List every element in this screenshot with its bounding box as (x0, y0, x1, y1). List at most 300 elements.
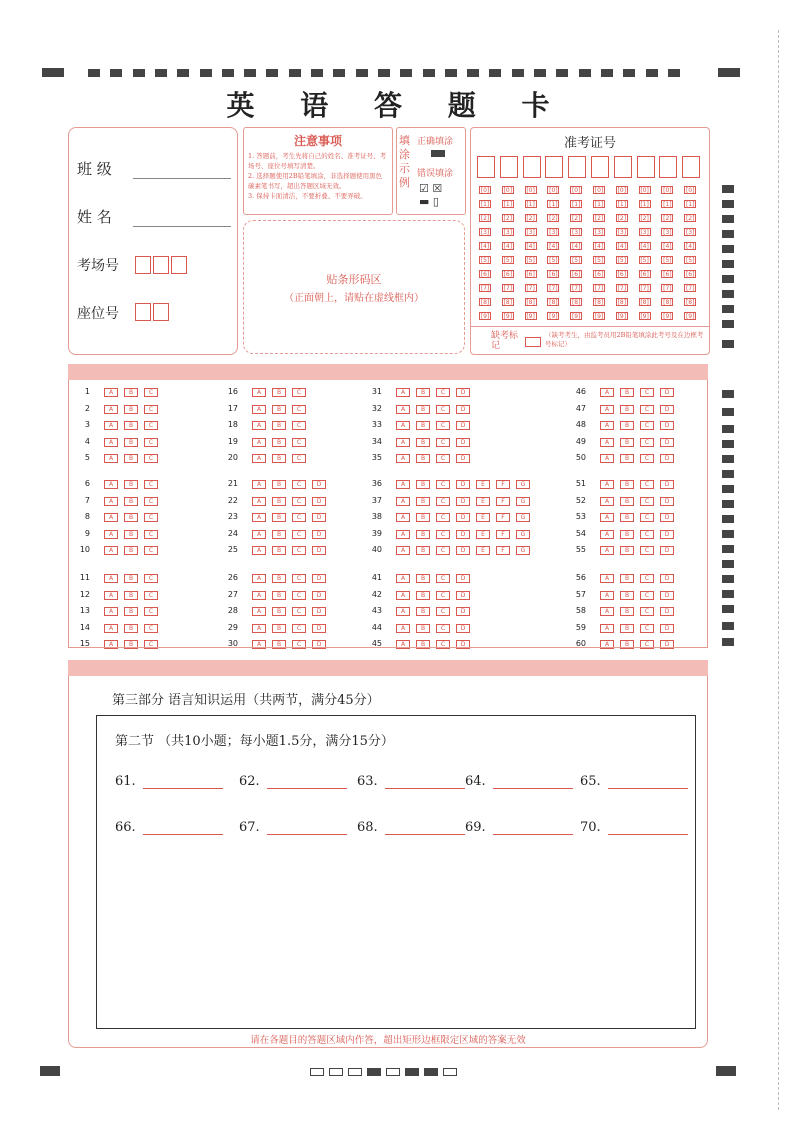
exam-id-bubble[interactable]: [8] (594, 299, 604, 306)
answer-bubble-a[interactable]: A (252, 497, 266, 506)
answer-bubble-c[interactable]: C (436, 497, 450, 506)
answer-bubble-e[interactable]: E (476, 497, 490, 506)
answer-bubble-b[interactable]: B (272, 497, 286, 506)
exam-id-bubble[interactable]: [3] (526, 229, 535, 236)
answer-bubble-a[interactable]: A (104, 388, 118, 397)
answer-bubble-c[interactable]: C (292, 497, 306, 506)
exam-id-bubble[interactable]: [8] (685, 299, 695, 306)
exam-id-bubble[interactable]: [8] (640, 299, 649, 306)
answer-bubble-a[interactable]: A (252, 438, 266, 447)
answer-bubble-a[interactable]: A (396, 421, 410, 430)
exam-id-bubble[interactable]: [0] (685, 187, 695, 194)
exam-id-bubble[interactable]: [7] (617, 285, 627, 292)
answer-bubble-b[interactable]: B (416, 405, 430, 414)
answer-bubble-a[interactable]: A (252, 607, 266, 616)
exam-id-bubble[interactable]: [2] (594, 215, 604, 222)
blank-answer-line[interactable] (267, 788, 347, 789)
exam-id-bubble[interactable]: [0] (549, 187, 558, 194)
answer-bubble-c[interactable]: C (292, 454, 306, 463)
answer-bubble-b[interactable]: B (272, 591, 286, 600)
exam-id-bubble[interactable]: [5] (663, 257, 672, 264)
answer-bubble-b[interactable]: B (124, 574, 138, 583)
answer-bubble-g[interactable]: G (516, 546, 530, 555)
answer-bubble-c[interactable]: C (292, 421, 306, 430)
answer-bubble-c[interactable]: C (144, 497, 158, 506)
answer-bubble-c[interactable]: C (436, 438, 450, 447)
exam-id-bubble[interactable]: [8] (617, 299, 627, 306)
exam-id-bubble[interactable]: [9] (594, 313, 604, 320)
answer-bubble-a[interactable]: A (396, 405, 410, 414)
answer-bubble-g[interactable]: G (516, 480, 530, 489)
answer-bubble-b[interactable]: B (416, 454, 430, 463)
exam-id-bubble[interactable]: [0] (640, 187, 649, 194)
answer-bubble-a[interactable]: A (396, 388, 410, 397)
answer-bubble-c[interactable]: C (640, 454, 654, 463)
answer-bubble-b[interactable]: B (272, 438, 286, 447)
answer-bubble-a[interactable]: A (104, 480, 118, 489)
answer-bubble-d[interactable]: D (660, 405, 674, 414)
answer-bubble-b[interactable]: B (124, 454, 138, 463)
room-box-2[interactable] (153, 256, 169, 274)
answer-bubble-c[interactable]: C (640, 624, 654, 633)
answer-bubble-d[interactable]: D (660, 388, 674, 397)
exam-id-bubble[interactable]: [7] (503, 285, 513, 292)
answer-bubble-d[interactable]: D (456, 388, 470, 397)
answer-bubble-b[interactable]: B (620, 574, 634, 583)
answer-bubble-b[interactable]: B (124, 624, 138, 633)
answer-bubble-a[interactable]: A (396, 574, 410, 583)
answer-bubble-a[interactable]: A (104, 591, 118, 600)
exam-id-bubble[interactable]: [0] (594, 187, 604, 194)
answer-bubble-c[interactable]: C (640, 546, 654, 555)
answer-bubble-c[interactable]: C (436, 388, 450, 397)
seat-box-1[interactable] (135, 303, 151, 321)
exam-id-bubble[interactable]: [0] (617, 187, 627, 194)
answer-bubble-b[interactable]: B (124, 591, 138, 600)
blank-answer-line[interactable] (143, 834, 223, 835)
answer-bubble-b[interactable]: B (620, 530, 634, 539)
answer-bubble-a[interactable]: A (600, 624, 614, 633)
exam-id-cell[interactable] (614, 156, 632, 178)
exam-id-bubble[interactable]: [2] (663, 215, 672, 222)
answer-bubble-c[interactable]: C (436, 607, 450, 616)
exam-id-bubble[interactable]: [3] (663, 229, 672, 236)
answer-bubble-d[interactable]: D (456, 591, 470, 600)
room-box-3[interactable] (171, 256, 187, 274)
exam-id-bubble[interactable]: [9] (526, 313, 535, 320)
answer-bubble-a[interactable]: A (600, 607, 614, 616)
answer-bubble-b[interactable]: B (620, 640, 634, 649)
exam-id-cell[interactable] (659, 156, 677, 178)
answer-bubble-b[interactable]: B (416, 640, 430, 649)
answer-bubble-c[interactable]: C (436, 640, 450, 649)
answer-bubble-c[interactable]: C (640, 640, 654, 649)
exam-id-bubble[interactable]: [2] (617, 215, 627, 222)
answer-bubble-c[interactable]: C (640, 607, 654, 616)
exam-id-bubble[interactable]: [4] (685, 243, 695, 250)
answer-bubble-d[interactable]: D (660, 607, 674, 616)
answer-bubble-d[interactable]: D (456, 405, 470, 414)
answer-bubble-d[interactable]: D (660, 421, 674, 430)
answer-bubble-b[interactable]: B (620, 421, 634, 430)
exam-id-bubble[interactable]: [2] (549, 215, 558, 222)
exam-id-bubble[interactable]: [6] (640, 271, 649, 278)
exam-id-bubble[interactable]: [1] (526, 201, 535, 208)
answer-bubble-a[interactable]: A (600, 405, 614, 414)
answer-bubble-d[interactable]: D (456, 607, 470, 616)
answer-bubble-c[interactable]: C (436, 421, 450, 430)
answer-bubble-a[interactable]: A (396, 454, 410, 463)
answer-bubble-c[interactable]: C (292, 624, 306, 633)
answer-bubble-d[interactable]: D (456, 454, 470, 463)
answer-bubble-a[interactable]: A (600, 454, 614, 463)
answer-bubble-b[interactable]: B (124, 388, 138, 397)
answer-bubble-c[interactable]: C (292, 640, 306, 649)
answer-bubble-b[interactable]: B (416, 497, 430, 506)
exam-id-bubble[interactable]: [9] (640, 313, 649, 320)
blank-answer-line[interactable] (385, 788, 465, 789)
answer-bubble-a[interactable]: A (396, 640, 410, 649)
answer-bubble-d[interactable]: D (660, 574, 674, 583)
answer-bubble-c[interactable]: C (292, 574, 306, 583)
answer-bubble-d[interactable]: D (660, 640, 674, 649)
answer-bubble-a[interactable]: A (104, 438, 118, 447)
answer-bubble-e[interactable]: E (476, 480, 490, 489)
answer-bubble-b[interactable]: B (416, 513, 430, 522)
exam-id-bubble[interactable]: [8] (571, 299, 581, 306)
answer-bubble-a[interactable]: A (600, 480, 614, 489)
answer-bubble-a[interactable]: A (600, 530, 614, 539)
answer-bubble-b[interactable]: B (416, 624, 430, 633)
exam-id-bubble[interactable]: [6] (503, 271, 513, 278)
answer-bubble-c[interactable]: C (436, 513, 450, 522)
exam-id-bubble[interactable]: [2] (526, 215, 535, 222)
answer-bubble-b[interactable]: B (124, 546, 138, 555)
exam-id-bubble[interactable]: [8] (503, 299, 513, 306)
exam-id-bubble[interactable]: [6] (617, 271, 627, 278)
answer-bubble-d[interactable]: D (456, 624, 470, 633)
answer-bubble-a[interactable]: A (252, 513, 266, 522)
name-field[interactable] (133, 226, 231, 227)
exam-id-bubble[interactable]: [7] (640, 285, 649, 292)
answer-bubble-d[interactable]: D (456, 513, 470, 522)
answer-bubble-d[interactable]: D (456, 640, 470, 649)
answer-bubble-f[interactable]: F (496, 513, 510, 522)
blank-answer-line[interactable] (143, 788, 223, 789)
answer-bubble-b[interactable]: B (416, 546, 430, 555)
answer-bubble-g[interactable]: G (516, 497, 530, 506)
answer-bubble-d[interactable]: D (312, 624, 326, 633)
exam-id-bubble[interactable]: [7] (685, 285, 695, 292)
exam-id-cell[interactable] (545, 156, 563, 178)
exam-id-bubble[interactable]: [1] (480, 201, 490, 208)
answer-bubble-b[interactable]: B (416, 591, 430, 600)
answer-bubble-a[interactable]: A (104, 513, 118, 522)
exam-id-cell[interactable] (500, 156, 518, 178)
answer-bubble-d[interactable]: D (312, 607, 326, 616)
answer-bubble-c[interactable]: C (144, 574, 158, 583)
answer-bubble-b[interactable]: B (620, 624, 634, 633)
exam-id-bubble[interactable]: [8] (549, 299, 558, 306)
exam-id-bubble[interactable]: [2] (571, 215, 581, 222)
answer-bubble-d[interactable]: D (312, 480, 326, 489)
exam-id-bubble[interactable]: [9] (480, 313, 490, 320)
exam-id-bubble[interactable]: [2] (503, 215, 513, 222)
answer-bubble-a[interactable]: A (396, 607, 410, 616)
blank-answer-line[interactable] (493, 834, 573, 835)
answer-bubble-c[interactable]: C (436, 591, 450, 600)
answer-bubble-e[interactable]: E (476, 546, 490, 555)
answer-bubble-b[interactable]: B (620, 388, 634, 397)
room-box-1[interactable] (135, 256, 151, 274)
exam-id-bubble[interactable]: [7] (663, 285, 672, 292)
answer-bubble-c[interactable]: C (436, 405, 450, 414)
exam-id-bubble[interactable]: [0] (663, 187, 672, 194)
exam-id-bubble[interactable]: [6] (663, 271, 672, 278)
answer-bubble-a[interactable]: A (600, 497, 614, 506)
exam-id-cell[interactable] (591, 156, 609, 178)
answer-bubble-d[interactable]: D (312, 640, 326, 649)
answer-bubble-b[interactable]: B (272, 421, 286, 430)
exam-id-bubble[interactable]: [8] (526, 299, 535, 306)
answer-bubble-b[interactable]: B (272, 530, 286, 539)
exam-id-bubble[interactable]: [1] (549, 201, 558, 208)
exam-id-bubble[interactable]: [3] (480, 229, 490, 236)
answer-bubble-b[interactable]: B (124, 497, 138, 506)
answer-bubble-a[interactable]: A (396, 591, 410, 600)
answer-bubble-a[interactable]: A (396, 480, 410, 489)
answer-bubble-d[interactable]: D (312, 591, 326, 600)
answer-bubble-d[interactable]: D (660, 513, 674, 522)
answer-bubble-a[interactable]: A (396, 546, 410, 555)
answer-bubble-f[interactable]: F (496, 530, 510, 539)
answer-bubble-b[interactable]: B (272, 480, 286, 489)
exam-id-bubble[interactable]: [1] (571, 201, 581, 208)
answer-bubble-d[interactable]: D (456, 574, 470, 583)
exam-id-bubble[interactable]: [1] (640, 201, 649, 208)
blank-answer-line[interactable] (493, 788, 573, 789)
answer-bubble-b[interactable]: B (272, 574, 286, 583)
answer-bubble-d[interactable]: D (312, 497, 326, 506)
answer-bubble-e[interactable]: E (476, 513, 490, 522)
answer-bubble-c[interactable]: C (292, 480, 306, 489)
answer-bubble-b[interactable]: B (416, 480, 430, 489)
answer-bubble-c[interactable]: C (144, 388, 158, 397)
answer-bubble-a[interactable]: A (104, 640, 118, 649)
answer-bubble-c[interactable]: C (144, 480, 158, 489)
exam-id-bubble[interactable]: [5] (549, 257, 558, 264)
exam-id-bubble[interactable]: [3] (640, 229, 649, 236)
exam-id-bubble[interactable]: [2] (685, 215, 695, 222)
answer-bubble-a[interactable]: A (600, 438, 614, 447)
exam-id-bubble[interactable]: [5] (526, 257, 535, 264)
answer-bubble-c[interactable]: C (144, 624, 158, 633)
answer-bubble-b[interactable]: B (124, 480, 138, 489)
answer-bubble-a[interactable]: A (104, 497, 118, 506)
answer-bubble-d[interactable]: D (660, 438, 674, 447)
answer-bubble-c[interactable]: C (292, 438, 306, 447)
exam-id-bubble[interactable]: [0] (526, 187, 535, 194)
answer-bubble-a[interactable]: A (600, 546, 614, 555)
exam-id-bubble[interactable]: [7] (480, 285, 490, 292)
answer-bubble-b[interactable]: B (620, 438, 634, 447)
answer-bubble-b[interactable]: B (620, 454, 634, 463)
exam-id-bubble[interactable]: [3] (617, 229, 627, 236)
answer-bubble-d[interactable]: D (312, 513, 326, 522)
exam-id-bubble[interactable]: [1] (503, 201, 513, 208)
answer-bubble-b[interactable]: B (272, 405, 286, 414)
exam-id-bubble[interactable]: [7] (526, 285, 535, 292)
answer-bubble-d[interactable]: D (456, 438, 470, 447)
answer-bubble-c[interactable]: C (640, 497, 654, 506)
answer-bubble-b[interactable]: B (272, 454, 286, 463)
seat-box-2[interactable] (153, 303, 169, 321)
answer-bubble-b[interactable]: B (416, 607, 430, 616)
exam-id-bubble[interactable]: [0] (571, 187, 581, 194)
exam-id-bubble[interactable]: [4] (640, 243, 649, 250)
answer-bubble-c[interactable]: C (144, 421, 158, 430)
answer-bubble-b[interactable]: B (620, 497, 634, 506)
exam-id-bubble[interactable]: [4] (549, 243, 558, 250)
exam-id-bubble[interactable]: [5] (594, 257, 604, 264)
exam-id-bubble[interactable]: [7] (549, 285, 558, 292)
exam-id-bubble[interactable]: [3] (685, 229, 695, 236)
answer-bubble-a[interactable]: A (252, 421, 266, 430)
exam-id-bubble[interactable]: [1] (685, 201, 695, 208)
answer-bubble-c[interactable]: C (144, 607, 158, 616)
answer-bubble-b[interactable]: B (620, 480, 634, 489)
exam-id-bubble[interactable]: [6] (549, 271, 558, 278)
answer-bubble-d[interactable]: D (660, 530, 674, 539)
answer-bubble-b[interactable]: B (620, 591, 634, 600)
answer-box[interactable] (96, 715, 696, 1029)
answer-bubble-b[interactable]: B (272, 640, 286, 649)
answer-bubble-a[interactable]: A (600, 421, 614, 430)
exam-id-bubble[interactable]: [4] (663, 243, 672, 250)
answer-bubble-c[interactable]: C (144, 438, 158, 447)
answer-bubble-f[interactable]: F (496, 480, 510, 489)
exam-id-bubble[interactable]: [4] (526, 243, 535, 250)
answer-bubble-c[interactable]: C (292, 388, 306, 397)
exam-id-bubble[interactable]: [5] (480, 257, 490, 264)
exam-id-bubble[interactable]: [3] (594, 229, 604, 236)
exam-id-bubble[interactable]: [0] (503, 187, 513, 194)
answer-bubble-a[interactable]: A (252, 454, 266, 463)
exam-id-bubble[interactable]: [5] (617, 257, 627, 264)
answer-bubble-a[interactable]: A (600, 640, 614, 649)
answer-bubble-b[interactable]: B (124, 421, 138, 430)
answer-bubble-a[interactable]: A (104, 607, 118, 616)
answer-bubble-a[interactable]: A (104, 530, 118, 539)
exam-id-bubble[interactable]: [4] (480, 243, 490, 250)
answer-bubble-d[interactable]: D (456, 497, 470, 506)
answer-bubble-b[interactable]: B (416, 574, 430, 583)
answer-bubble-g[interactable]: G (516, 530, 530, 539)
exam-id-bubble[interactable]: [6] (526, 271, 535, 278)
exam-id-bubble[interactable]: [4] (503, 243, 513, 250)
blank-answer-line[interactable] (267, 834, 347, 835)
exam-id-bubble[interactable]: [6] (480, 271, 490, 278)
answer-bubble-b[interactable]: B (416, 421, 430, 430)
answer-bubble-a[interactable]: A (396, 530, 410, 539)
answer-bubble-f[interactable]: F (496, 546, 510, 555)
blank-answer-line[interactable] (608, 834, 688, 835)
answer-bubble-d[interactable]: D (456, 421, 470, 430)
answer-bubble-a[interactable]: A (252, 405, 266, 414)
absent-checkbox[interactable] (525, 337, 541, 347)
exam-id-bubble[interactable]: [5] (640, 257, 649, 264)
answer-bubble-a[interactable]: A (396, 624, 410, 633)
answer-bubble-c[interactable]: C (144, 513, 158, 522)
answer-bubble-b[interactable]: B (124, 405, 138, 414)
exam-id-bubble[interactable]: [9] (617, 313, 627, 320)
answer-bubble-c[interactable]: C (144, 405, 158, 414)
answer-bubble-a[interactable]: A (104, 405, 118, 414)
answer-bubble-d[interactable]: D (456, 530, 470, 539)
answer-bubble-c[interactable]: C (436, 546, 450, 555)
exam-id-bubble[interactable]: [3] (571, 229, 581, 236)
answer-bubble-c[interactable]: C (144, 546, 158, 555)
exam-id-bubble[interactable]: [5] (685, 257, 695, 264)
answer-bubble-d[interactable]: D (660, 591, 674, 600)
exam-id-bubble[interactable]: [6] (685, 271, 695, 278)
answer-bubble-c[interactable]: C (292, 607, 306, 616)
answer-bubble-b[interactable]: B (124, 530, 138, 539)
answer-bubble-d[interactable]: D (456, 546, 470, 555)
answer-bubble-b[interactable]: B (416, 388, 430, 397)
exam-id-bubble[interactable]: [2] (480, 215, 490, 222)
exam-id-bubble[interactable]: [1] (663, 201, 672, 208)
exam-id-cell[interactable] (523, 156, 541, 178)
exam-id-bubble[interactable]: [3] (503, 229, 513, 236)
answer-bubble-c[interactable]: C (640, 421, 654, 430)
exam-id-cell[interactable] (682, 156, 700, 178)
answer-bubble-b[interactable]: B (272, 513, 286, 522)
answer-bubble-c[interactable]: C (292, 591, 306, 600)
answer-bubble-b[interactable]: B (272, 546, 286, 555)
answer-bubble-c[interactable]: C (640, 513, 654, 522)
answer-bubble-a[interactable]: A (252, 388, 266, 397)
answer-bubble-a[interactable]: A (252, 640, 266, 649)
answer-bubble-a[interactable]: A (252, 624, 266, 633)
exam-id-bubble[interactable]: [7] (594, 285, 604, 292)
exam-id-cell[interactable] (477, 156, 495, 178)
answer-bubble-a[interactable]: A (396, 438, 410, 447)
exam-id-cell[interactable] (637, 156, 655, 178)
exam-id-bubble[interactable]: [5] (571, 257, 581, 264)
answer-bubble-b[interactable]: B (272, 624, 286, 633)
answer-bubble-b[interactable]: B (124, 640, 138, 649)
answer-bubble-b[interactable]: B (124, 438, 138, 447)
answer-bubble-b[interactable]: B (124, 513, 138, 522)
exam-id-bubble[interactable]: [8] (480, 299, 490, 306)
exam-id-bubble[interactable]: [3] (549, 229, 558, 236)
answer-bubble-c[interactable]: C (436, 574, 450, 583)
answer-bubble-a[interactable]: A (252, 574, 266, 583)
answer-bubble-b[interactable]: B (416, 438, 430, 447)
answer-bubble-c[interactable]: C (144, 591, 158, 600)
answer-bubble-c[interactable]: C (640, 574, 654, 583)
answer-bubble-c[interactable]: C (292, 405, 306, 414)
blank-answer-line[interactable] (385, 834, 465, 835)
answer-bubble-b[interactable]: B (620, 546, 634, 555)
exam-id-bubble[interactable]: [9] (503, 313, 513, 320)
answer-bubble-c[interactable]: C (292, 513, 306, 522)
exam-id-bubble[interactable]: [4] (571, 243, 581, 250)
answer-bubble-a[interactable]: A (396, 513, 410, 522)
answer-bubble-a[interactable]: A (252, 530, 266, 539)
blank-answer-line[interactable] (608, 788, 688, 789)
